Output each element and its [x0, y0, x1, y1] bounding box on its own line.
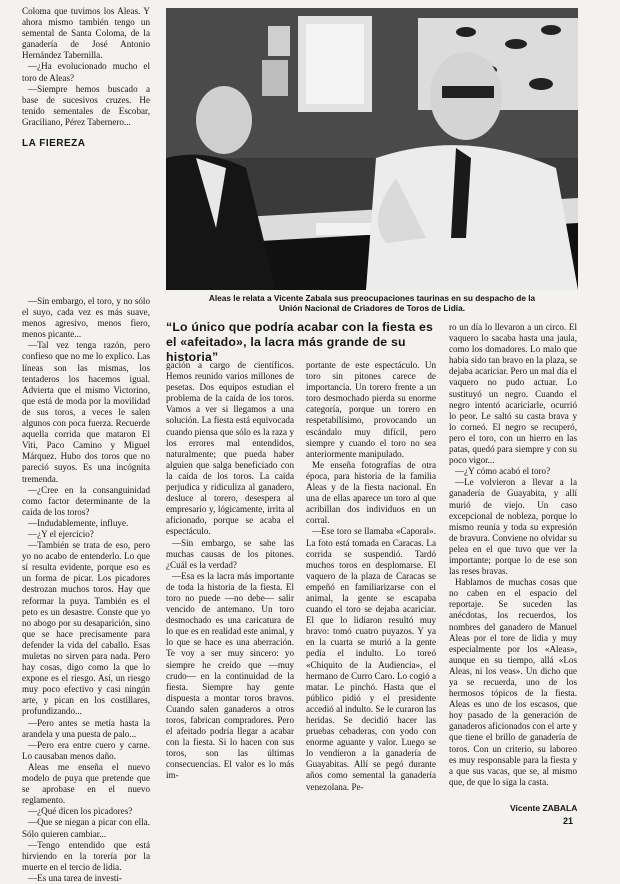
- paragraph: —Le volvieron a llevar a la ganadería de Guayabita, y allí murió de viejo. Un caso excepcional de nobleza, porque lo mismo reunía y toda su expresión de bravura. Conviene no olvidar su pelea en el que tuvo que ver la importante; porque lo de ese son las reses bravas.: [449, 477, 577, 577]
- caption-line-2: Unión Nacional de Criadores de Toros de Lidia.: [278, 303, 466, 313]
- paragraph: —¿Y cómo acabó el toro?: [455, 466, 551, 477]
- paragraph: Coloma que tuvimos los Aleas. Y ahora mismo también tengo un semental de Santa Coloma, de la ganadería de José Antonio Hernández Tabernilla.: [22, 6, 150, 61]
- photo-illustration: [166, 8, 578, 290]
- paragraph: —¿Ha evolucionado mucho el toro de Aleas?: [22, 61, 150, 83]
- paragraph: —Siempre hemos buscado a base de sucesivos cruzes. He tenido sementales de Escobar, Graciliano, Pérez Tabernero...: [22, 83, 150, 127]
- paragraph: —Pero antes se metía hasta la arandela y una puesta de palo...: [22, 717, 150, 739]
- paragraph: —Ese toro se llamaba «Caporal». La foto está tomada en Caracas. La corrida se suspendió. Tardó muchos toros en desplomarse. El vaquero de la plaza de Caracas se empeñó en familiarizarse con el animal, la gente se escapaba cuando el toro se dejaba acariciar. El que lo lidiaron resultó muy bravo: tomó cuatro puyazos. Y ya en la cuarta se murió a la gente pedía el indulto. Lo toreó «Chiquito de la Audiencia», el hermano de Curro Caro. Lo cogió a matar. Le pinchó. Hasta que el público pidió y el presidente accedió al indulto. Se le curaron las heridas. Se decidió hacer las pruebas cebaderas, con yodo con enorme aguante y valor. Luego se lo vendieron a la ganadería de Guayabitas. Allí se pegó durante años como semental la ganadería venezolana. Pe-: [306, 526, 436, 792]
- author-signature: Vicente ZABALA: [510, 803, 578, 813]
- column-1-bottom: [22, 296, 150, 883]
- paragraph: —Es una tarea de investi-: [28, 872, 122, 883]
- paragraph: Hablamos de muchas cosas que no caben en el espacio del reportaje. Se suceden las anécdotas, los recuerdos, los nombres del ganadero de Manuel Aleas por el tore de lidia y muy especialmente por los «Aleas», aunque en su tiempo, allá «Los Aleas, ni los veas». Un dicho que ya se recuerda, uno de los hermosos tópicos de la fiesta. Aleas es uno de los escasos, que hoy pasado de la generación de ganaderos aficionados con el arte y que tiene el brillo de ganadería de toros. Con un criterio, su laboreo es muy responsable para la fiesta y a que sus vacas, que se, al mismo que, de que lo siga la casta.: [449, 577, 578, 787]
- photo-caption: [166, 293, 578, 313]
- paragraph: —Tengo entendido que está hirviendo en la torería por la muerte en el tercio de lidia.: [22, 839, 150, 872]
- column-1-top: [22, 6, 150, 296]
- column-2: [166, 360, 294, 820]
- paragraph: —Sin embargo, el toro, y no sólo el suyo, cada vez es más suave, menos agresivo, menos fiero, menos picante...: [22, 296, 150, 340]
- paragraph: —Esa es la lacra más importante de toda la historia de la fiesta. El toro no puede —no debe— salir vencido de antemano. Un toro desmochado es una caricatura de lo que es en realidad este animal, y lo que se hace es una aberración. Te voy a ser muy sincero: yo siempre he creído que —muy crudo— en la continuidad de la fiesta. Siempre hay gente dispuesta a montar toros bravos. Cuando salen ganaderos a otros toros, fabrican compradores. Pero el afeitado podría llegar a acabar con la fiesta. Si lo hacen con sus toros, son las últimas consecuencias. El valor es lo más im-: [166, 570, 294, 781]
- paragraph: —También se trata de eso, pero yo no acabo de entenderlo. Lo que sí resulta evidente, porque eso es un forma de picar. Los picadores destrozan muchos toros. Hay que reformar la puya. También es el peto es un desastre. Conste que yo no abogo por su desaparición, sino que se hace precisamente para defender la vida del caballo. Esas muletas no sirven para nada. Pero hay cosas, digo como la que lo expone es el riesgo. Así, un riesgo muy poco efectivo y casi ningún arte, y pican en los costillares, profundizando...: [22, 540, 150, 717]
- column-3: [306, 360, 436, 820]
- column-4: [449, 322, 577, 810]
- paragraph: —¿Cree en la consanguinidad como factor determinante de la caída de los toros?: [22, 484, 150, 517]
- paragraph: —Tal vez tenga razón, pero confieso que no me lo explico. Las líneas son las mismas, los tentaderos los hacemos igual. Advierta que el mismo Victorino, que está de moda por la movilidad de sus toros, a veces le salen algunos con poca fuerza. Recuerde aquella corrida que mataron El Viti, Paco Camino y Miguel Márquez. Hubo dos toros que no pareció suyos. Es una incógnita tremenda.: [22, 340, 150, 484]
- caption-line-1: Aleas le relata a Vicente Zabala sus preocupaciones taurinas en su despacho de la: [208, 293, 536, 303]
- paragraph: —Que se niegan a picar con ella. Sólo quieren cambiar...: [22, 817, 150, 839]
- paragraph: Aleas me enseña el nuevo modelo de puya que pretende que se aprobase en el nuevo reglamento.: [22, 761, 150, 806]
- paragraph: gación a cargo de científicos. Hemos reunido varios millones de pesetas. Dos equipos estudian el problema de la caída de los toros. Vamos a ver si llegamos a una solución. La fiesta está equivocada cuando piensa que sólo es la raza y los errores mal entendidos, naturalmente; que pueda haber alguien que salga beneficiado con la caída de los toros. La caída perjudica y ridiculiza al ganadero, desluce al torero, desespera al empresario y, lógicamente, irrita al aficionado, porque se acaba el espectáculo.: [166, 360, 294, 537]
- paragraph: —¿Qué dicen los picadores?: [28, 806, 133, 817]
- page-number: 21: [563, 816, 574, 826]
- pull-quote: “Lo único que podría acabar con la fiesta es el «afeitado», la lacra más grande de su historia”: [166, 320, 434, 364]
- paragraph: —¿Y el ejercicio?: [28, 528, 94, 539]
- section-heading: LA FIEREZA: [22, 138, 86, 150]
- paragraph: —Indudablemente, influye.: [28, 517, 129, 528]
- paragraph: —Pero era entre cuero y carne. Lo causaban menos daño.: [22, 739, 150, 761]
- paragraph: ro un día lo llevaron a un circo. El vaquero lo sacaba hasta una jaula, como los domadores. Lo malo que había sido tan bravo en la plaza, se dejaba acariciar. Pero un mal día el vaquero no pudo actuar. Lo sustituyó un negro. Cuando el negro intentó acariciarle, ocurrió lo peor. Le saltó su casta brava y lo corneó. El negro se recuperó, pero el toro, con un hierro en las patas, quedó para siempre y con su poco vigor...: [449, 322, 577, 466]
- paragraph: portante de este espectáculo. Un toro sin pitones carece de importancia. Un torero frente a un toro desmochado pierda su enorme categoría, porque un torero en respetabilísimo, provocando un escándalo muy difícil, pero siempre y cuando el toro no sea anteriormente manipulado.: [306, 360, 436, 459]
- paragraph: Me enseña fotografías de otra época, para historia de la familia Aleas y de la fiesta nacional. En una de ellas aparece un toro al que acribillan dos individuos en un corral.: [306, 459, 436, 526]
- paragraph: —Sin embargo, se sabe las muchas causas de los pitones. ¿Cuál es la verdad?: [166, 537, 294, 570]
- photo: [166, 8, 578, 290]
